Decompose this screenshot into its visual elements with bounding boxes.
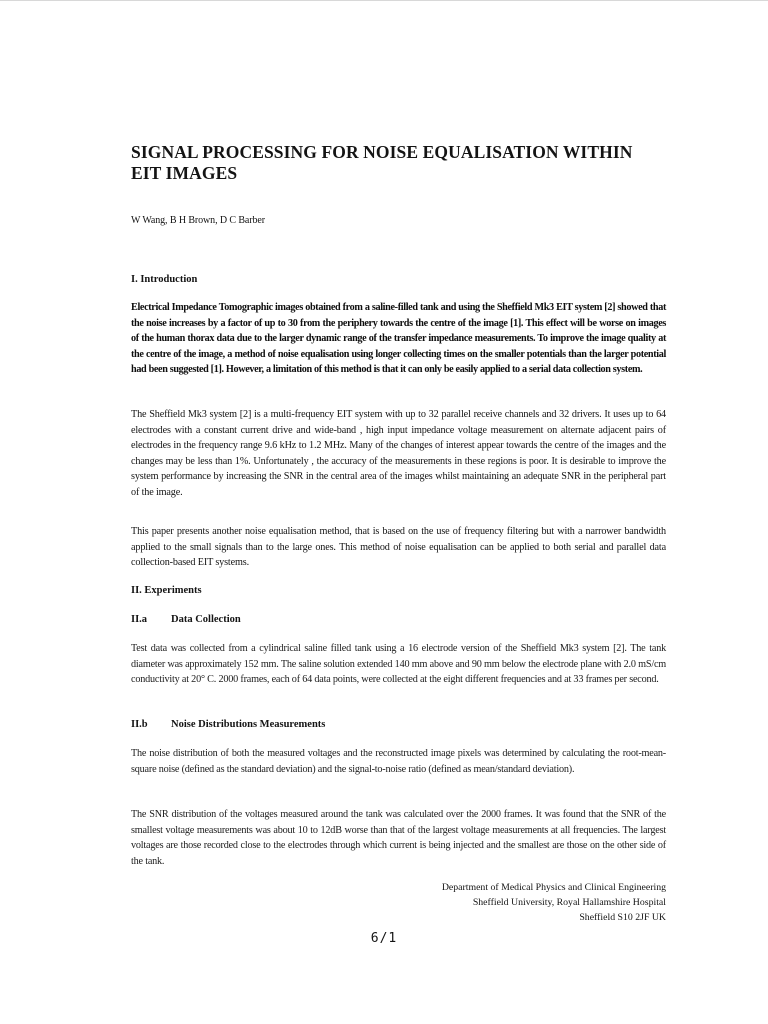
paper-title (131, 142, 691, 184)
title-line-2: EIT IMAGES (131, 163, 238, 183)
noise-distribution-paragraph-1: The noise distribution of both the measured voltages and the reconstructed image pixels was determined by calculating the root-mean-square noise (defined as the standard deviation) and the signal-to-noise ratio (defined as mean/standard deviation). (131, 748, 666, 775)
introduction-paragraph-2: The Sheffield Mk3 system [2] is a multi-frequency EIT system with up to 32 parallel receive channels and 32 drivers. It uses up to 64 electrodes with a constant current drive and wide-band , high input impedance voltage measurement on alternate adjacent pairs of electrodes in the frequency range 9.6 kHz to 1.2 MHz. Many of the changes of interest appear towards the centre of the images and the changes may be less than 1%. Unfortunately , the accuracy of the measurements in these regions is poor. It is desirable to improve the system performance by increasing the SNR in the central area of the images whilst maintaining an adequate SNR in the peripheral part of the image. (131, 409, 666, 498)
data-collection-paragraph: Test data was collected from a cylindrical saline filled tank using a 16 electrode version of the Sheffield Mk3 system [2]. The tank diameter was approximately 152 mm. The saline solution extended 140 mm above and 90 mm below the electrode plane with 2.0 mS/cm conductivity at 20° C. 2000 frames, each of 64 data points, were collected at the eight different frequencies and at 33 frames per second. (131, 643, 666, 685)
introduction-paragraph-3: This paper presents another noise equalisation method, that is based on the use of frequency filtering but with a narrower bandwidth applied to the small signals than to the large ones. This method of noise equalisation can be applied to both serial and parallel data collection-based EIT systems. (131, 526, 666, 568)
affiliation-line-1: Department of Medical Physics and Clinical Engineering (441, 882, 666, 893)
section-heading-experiments: II. Experiments (131, 585, 202, 596)
subsection-heading-noise-distributions (131, 719, 325, 730)
author-affiliation (442, 880, 666, 925)
subsection-heading-data-collection (131, 614, 241, 625)
affiliation-line-3: Sheffield S10 2JF UK (579, 912, 666, 923)
introduction-paragraph-1: Electrical Impedance Tomographic images obtained from a saline-filled tank and using the Sheffield Mk3 EIT system [2] showed that the noise increases by a factor of up to 30 from the periphery towards the centre of the image [1]. This effect will be worse on images of the human thorax data due to the larger dynamic range of the transfer impedance measurements. To improve the image quality at the centre of the image, a method of noise equalisation using longer collecting times on the smaller potentials than the larger potential had been suggested [1]. However, a limitation of this method is that it can only be easily applied to a serial data collection system. (131, 302, 666, 375)
section-heading-introduction: I. Introduction (131, 274, 198, 285)
subsection-number: II.b (131, 719, 148, 730)
title-line-1: SIGNAL PROCESSING FOR NOISE EQUALISATION WITHIN (131, 142, 633, 162)
subsection-number: II.a (131, 614, 148, 625)
author-list: W Wang, B H Brown, D C Barber (131, 215, 265, 226)
noise-distribution-paragraph-2: The SNR distribution of the voltages measured around the tank was calculated over the 2000 frames. It was found that the SNR of the smallest voltage measurements was about 10 to 12dB worse than that of the largest voltage measurements at all frequencies. The largest voltages are those recorded close to the electrodes through which current is being injected and the smallest are those on the other side of the tank. (131, 809, 666, 867)
affiliation-line-2: Sheffield University, Royal Hallamshire Hospital (472, 897, 666, 908)
subsection-title: Noise Distributions Measurements (171, 719, 326, 730)
page-number: 6/1 (370, 931, 398, 946)
subsection-title: Data Collection (171, 614, 241, 625)
